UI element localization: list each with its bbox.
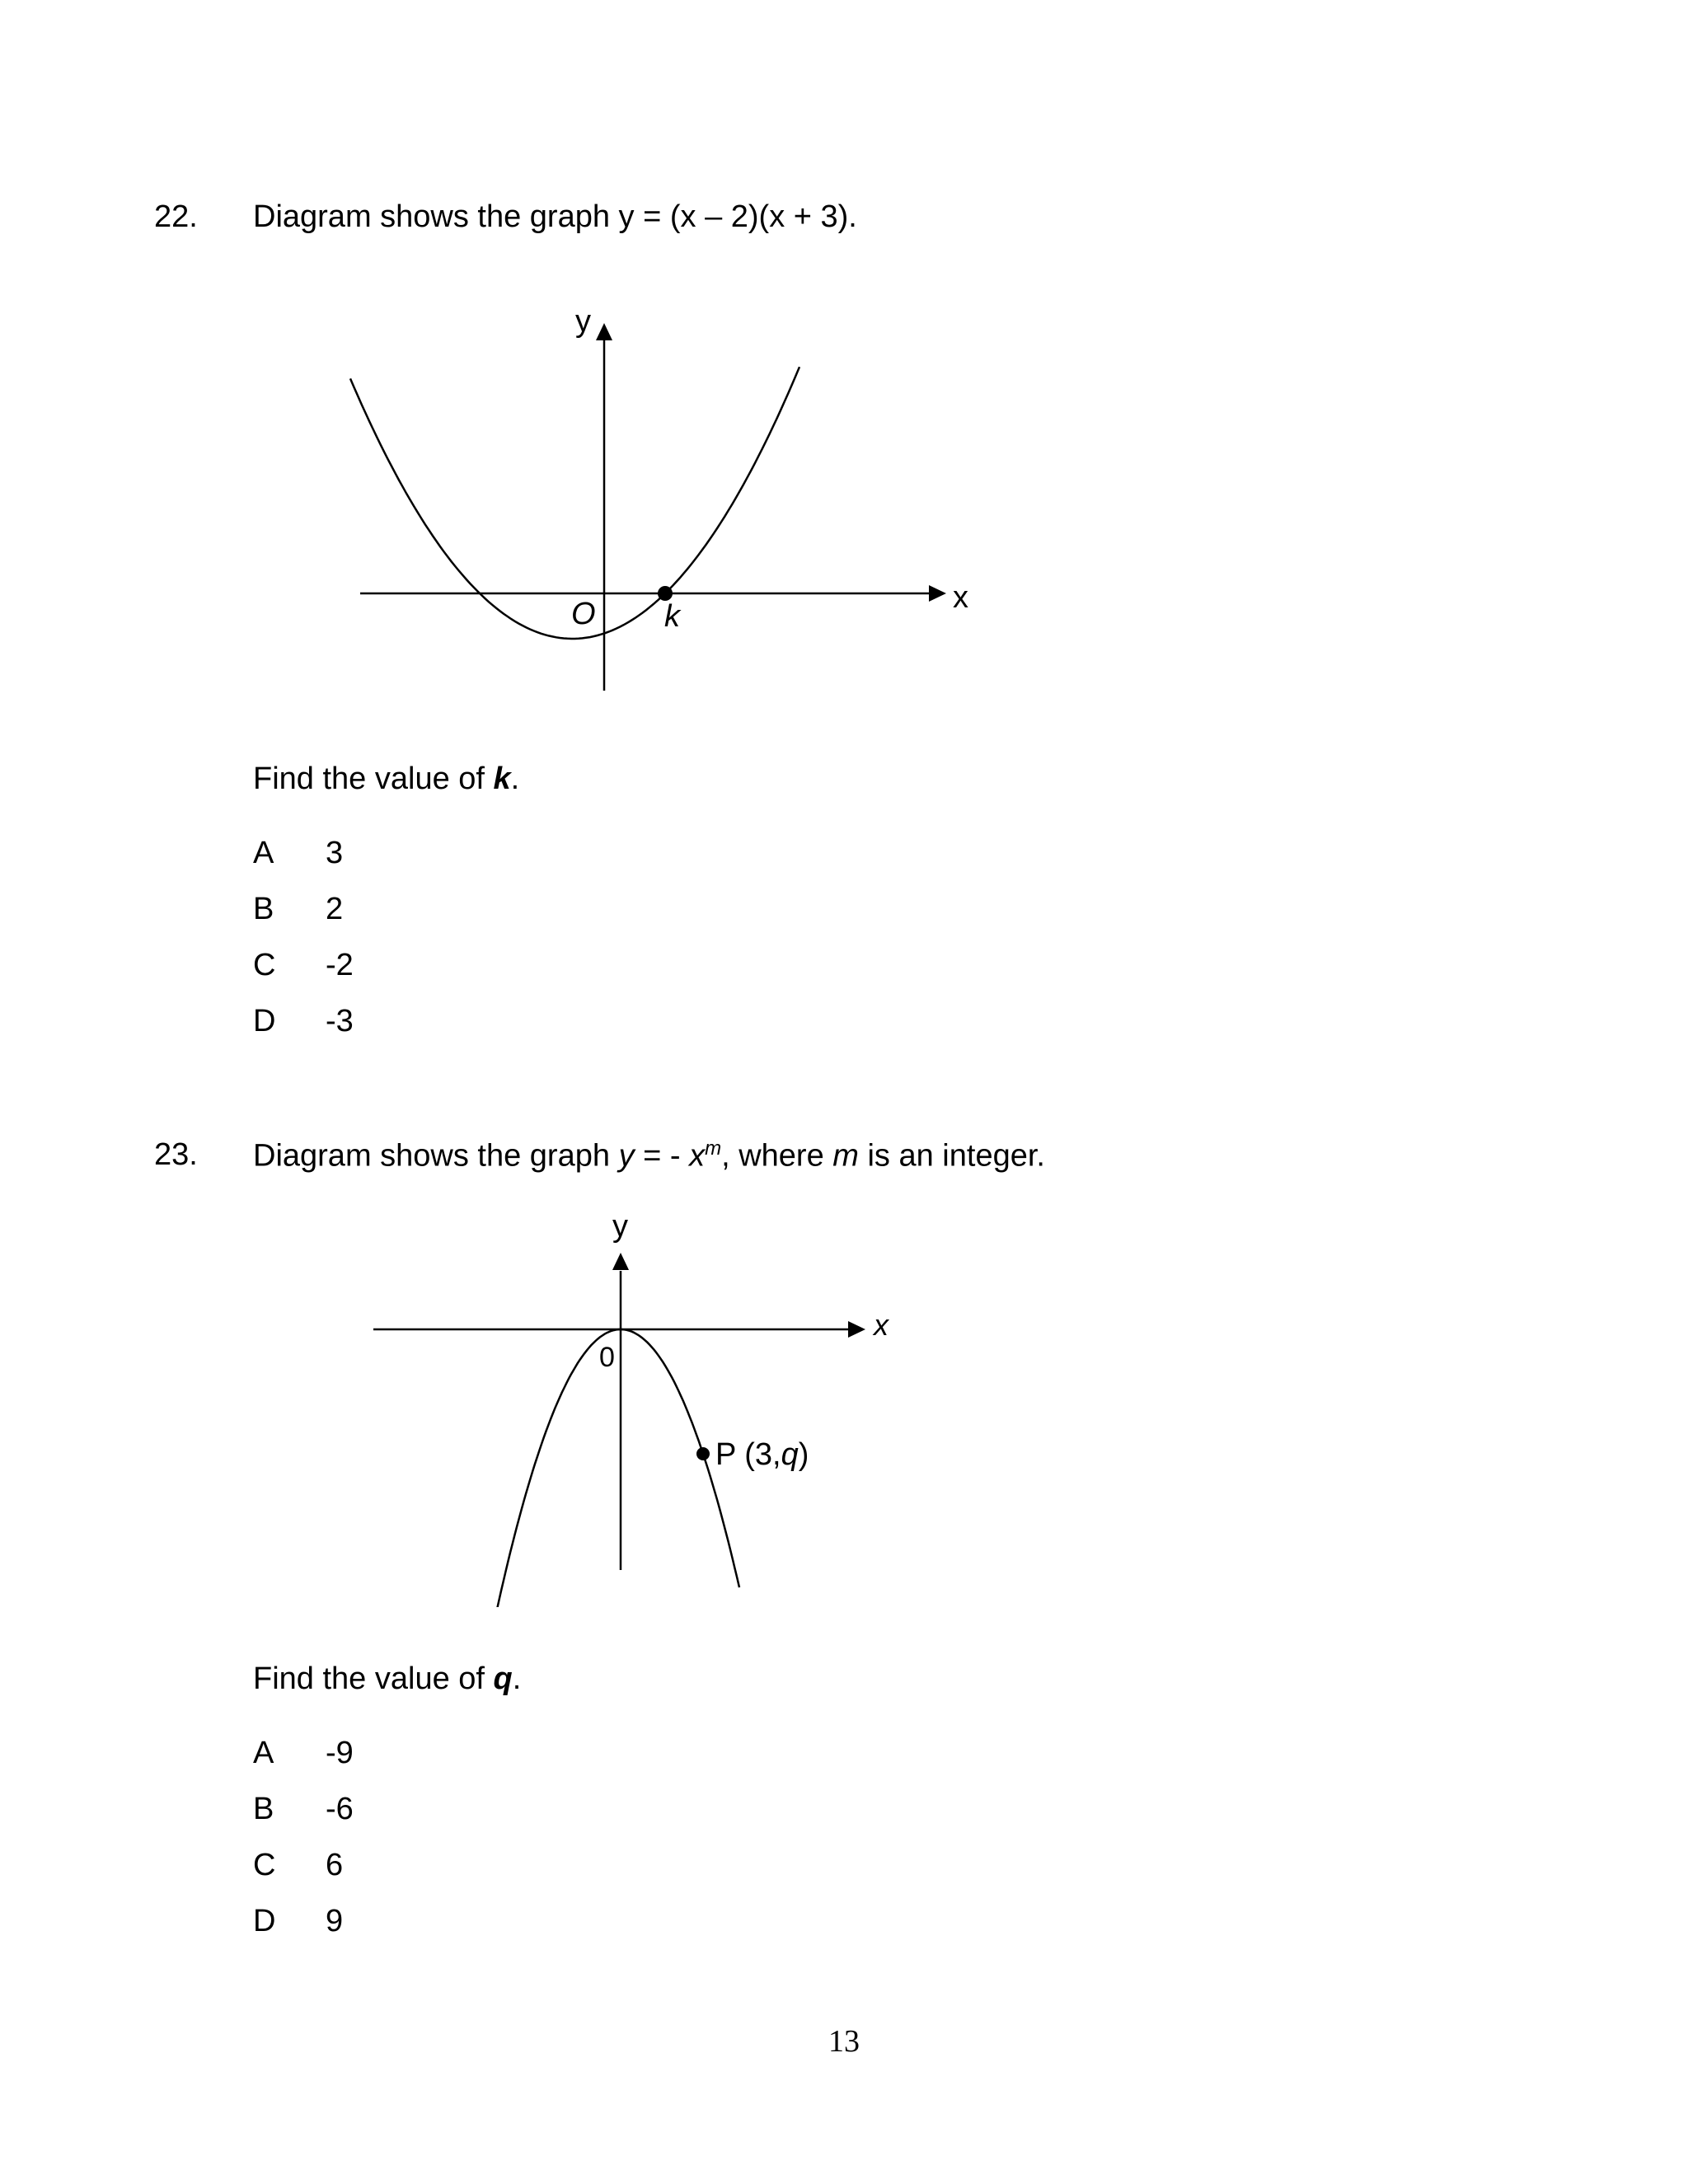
prompt-variable: k bbox=[493, 762, 511, 796]
point-k-label: k bbox=[664, 599, 680, 634]
question-number-22: 22. bbox=[154, 199, 198, 234]
question-22-prompt bbox=[253, 763, 519, 794]
option-value-c: -2 bbox=[326, 948, 354, 982]
point-p-label bbox=[715, 1437, 809, 1472]
stem-m: m bbox=[832, 1138, 859, 1174]
option-value-b: 2 bbox=[326, 892, 344, 926]
x-axis-arrow-icon bbox=[929, 585, 946, 602]
origin-label: O bbox=[571, 597, 596, 631]
point-p-var: q bbox=[781, 1437, 799, 1472]
stem-equals: = - bbox=[634, 1138, 690, 1174]
question-22-stem: Diagram shows the graph y = (x – 2)(x + 3). bbox=[253, 199, 857, 234]
option-letter-c: C bbox=[253, 1848, 276, 1882]
point-p-close: ) bbox=[798, 1437, 809, 1472]
option-letter-a: A bbox=[253, 836, 274, 870]
x-axis-label: x bbox=[874, 1308, 889, 1342]
option-letter-c: C bbox=[253, 948, 276, 982]
stem-integer: is an integer. bbox=[858, 1138, 1045, 1174]
option-value-c: 6 bbox=[326, 1848, 344, 1882]
prompt-period: . bbox=[512, 1661, 522, 1696]
option-letter-b: B bbox=[253, 892, 274, 926]
option-letter-d: D bbox=[253, 1904, 276, 1938]
question-number-23: 23. bbox=[154, 1137, 198, 1172]
y-axis-label: y bbox=[575, 304, 591, 339]
x-axis-arrow-icon bbox=[848, 1321, 865, 1338]
option-value-d: -3 bbox=[326, 1004, 354, 1038]
point-p bbox=[696, 1447, 710, 1460]
question-23-prompt bbox=[253, 1663, 521, 1694]
stem-where: , where bbox=[721, 1138, 833, 1174]
option-value-b: -6 bbox=[326, 1792, 354, 1826]
stem-y: y bbox=[618, 1138, 635, 1174]
question-23-stem bbox=[253, 1139, 1045, 1172]
point-p-coords: P (3, bbox=[715, 1437, 781, 1472]
prompt-period: . bbox=[510, 762, 520, 796]
prompt-text: Find the value of bbox=[253, 762, 494, 796]
option-letter-b: B bbox=[253, 1792, 274, 1826]
x-axis-label: x bbox=[953, 580, 968, 615]
prompt-text: Find the value of bbox=[253, 1661, 494, 1696]
y-axis-arrow-icon bbox=[612, 1253, 629, 1270]
option-letter-d: D bbox=[253, 1004, 276, 1038]
stem-x: x bbox=[689, 1138, 706, 1174]
y-axis-label: y bbox=[612, 1209, 628, 1244]
option-value-d: 9 bbox=[326, 1904, 344, 1938]
prompt-variable: q bbox=[493, 1661, 513, 1696]
option-letter-a: A bbox=[253, 1736, 274, 1770]
origin-label: 0 bbox=[599, 1342, 615, 1373]
page-number: 13 bbox=[828, 2024, 860, 2059]
stem-exponent: m bbox=[705, 1137, 722, 1160]
question-22-graph bbox=[0, 0, 1688, 742]
stem-text: Diagram shows the graph bbox=[253, 1138, 619, 1174]
option-value-a: -9 bbox=[326, 1736, 354, 1770]
question-23-graph bbox=[0, 1195, 1688, 1607]
option-value-a: 3 bbox=[326, 836, 344, 870]
y-axis-arrow-icon bbox=[596, 323, 612, 340]
